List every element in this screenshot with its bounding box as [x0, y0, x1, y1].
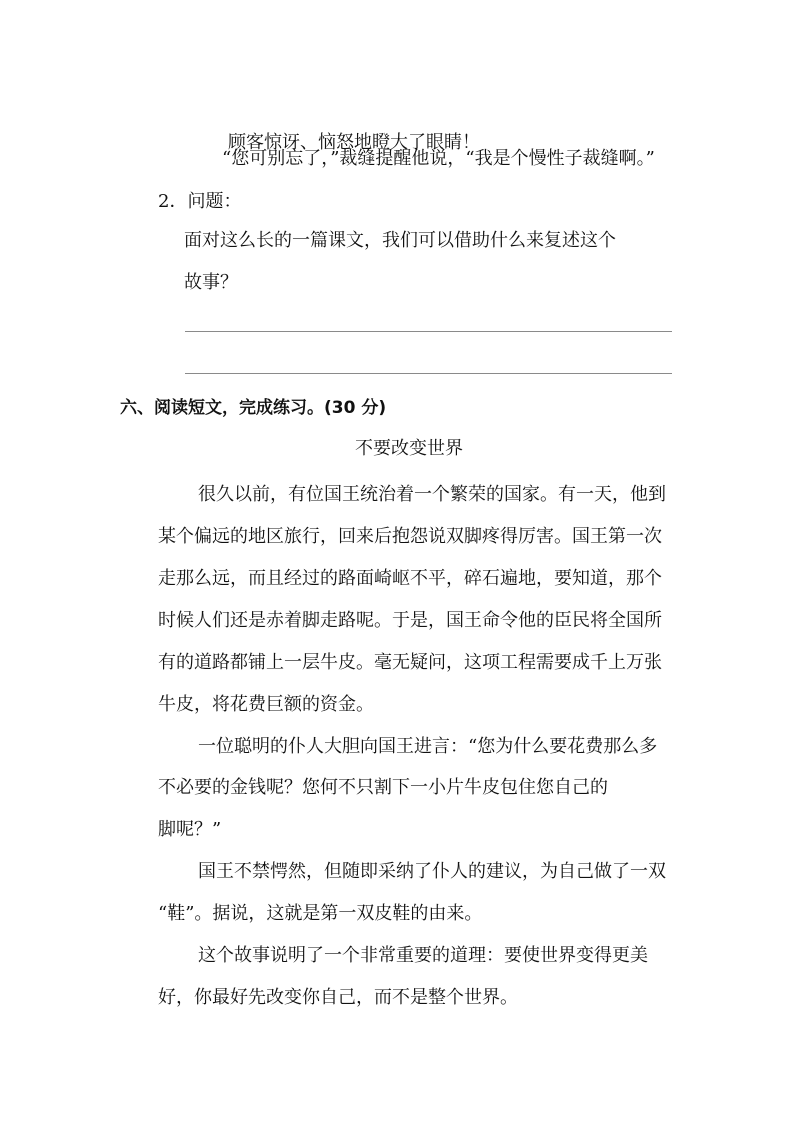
article-title: 不要改变世界	[355, 438, 463, 459]
article-line: 很久以前，有位国王统治着一个繁荣的国家。有一天，他到	[198, 484, 666, 505]
question-label: 2．问题：	[158, 191, 242, 212]
article-line: 某个偏远的地区旅行，回来后抱怨说双脚疼得厉害。国王第一次	[158, 526, 662, 547]
question-text: 故事？	[184, 272, 238, 293]
article-line: 脚呢？”	[158, 819, 222, 840]
passage-line: 顾客惊讶、恼怒地瞪大了眼睛！	[228, 132, 480, 153]
answer-line[interactable]	[185, 331, 672, 332]
answer-line[interactable]	[185, 373, 672, 374]
article-line: 好，你最好先改变你自己，而不是整个世界。	[158, 987, 518, 1008]
article-line: 一位聪明的仆人大胆向国王进言：“您为什么要花费那么多	[198, 736, 658, 757]
article-line: “鞋”。据说，这就是第一双皮鞋的由来。	[158, 903, 483, 924]
article-line: 这个故事说明了一个非常重要的道理：要使世界变得更美	[198, 945, 648, 966]
article-line: 国王不禁愕然，但随即采纳了仆人的建议，为自己做了一双	[198, 861, 666, 882]
section-heading: 六、阅读短文，完成练习。(30 分)	[120, 398, 387, 418]
question-text: 面对这么长的一篇课文，我们可以借助什么来复述这个	[184, 230, 616, 251]
article-line: 走那么远，而且经过的路面崎岖不平，碎石遍地，要知道，那个	[158, 568, 662, 589]
article-line: 不必要的金钱呢？您何不只割下一小片牛皮包住您自己的	[158, 777, 608, 798]
article-line: 时候人们还是赤着脚走路呢。于是，国王命令他的臣民将全国所	[158, 610, 662, 631]
article-line: 有的道路都铺上一层牛皮。毫无疑问，这项工程需要成千上万张	[158, 652, 662, 673]
article-line: 牛皮，将花费巨额的资金。	[158, 694, 374, 715]
passage-line: “您可别忘了，”裁缝提醒他说，“我是个慢性子裁缝啊。”	[222, 148, 655, 169]
